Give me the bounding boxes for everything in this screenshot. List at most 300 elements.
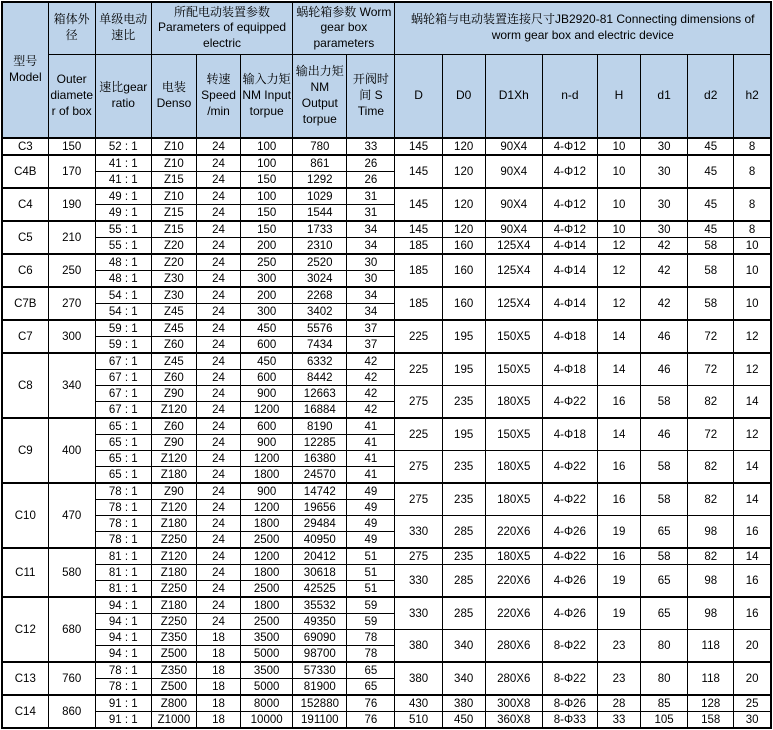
open-time-cell: 33	[347, 138, 395, 155]
denso-cell: Z20	[151, 238, 196, 255]
denso-cell: Z250	[151, 581, 196, 598]
input-torque-cell: 1800	[241, 597, 293, 614]
input-torque-cell: 1800	[241, 565, 293, 581]
dim-d0-cell: 235	[442, 451, 485, 484]
outer-diameter-cell: 170	[48, 155, 95, 188]
dim-d-cell: 225	[395, 353, 442, 386]
dim-d2-cell: 58	[688, 287, 734, 320]
dim-h-cell: 23	[597, 630, 640, 663]
open-time-cell: 42	[347, 353, 395, 370]
dim-nd-cell: 4-Φ22	[542, 548, 597, 565]
dim-d1xh-cell: 300X8	[485, 695, 542, 712]
dim-d2-cell: 118	[688, 662, 734, 695]
input-torque-cell: 2500	[241, 532, 293, 549]
dim-h-cell: 12	[597, 254, 640, 287]
header-dim-d1xh: D1Xh	[485, 54, 542, 138]
dim-d-cell: 430	[395, 695, 442, 712]
denso-cell: Z120	[151, 402, 196, 419]
table-row	[2, 155, 771, 172]
gear-ratio-cell: 65 : 1	[95, 467, 151, 484]
speed-cell: 18	[196, 712, 240, 729]
denso-cell: Z350	[151, 662, 196, 679]
output-torque-cell: 30618	[293, 565, 347, 581]
speed-cell: 24	[196, 418, 240, 435]
open-time-cell: 49	[347, 532, 395, 549]
dim-nd-cell: 4-Φ12	[542, 221, 597, 238]
dim-d1-cell: 42	[641, 287, 688, 320]
gear-ratio-cell: 41 : 1	[95, 172, 151, 189]
output-torque-cell: 24570	[293, 467, 347, 484]
header-outer-diameter-en: Outer diameter of box	[48, 54, 95, 138]
output-torque-cell: 81900	[293, 679, 347, 696]
speed-cell: 24	[196, 205, 240, 222]
dim-h2-cell: 14	[734, 386, 771, 419]
table-row	[2, 238, 771, 255]
output-torque-cell: 6332	[293, 353, 347, 370]
speed-cell: 24	[196, 581, 240, 598]
dim-d0-cell: 235	[442, 548, 485, 565]
dim-d1xh-cell: 90X4	[485, 188, 542, 221]
dim-d2-cell: 158	[688, 712, 734, 729]
dim-d1xh-cell: 280X6	[485, 630, 542, 663]
dim-nd-cell: 4-Φ18	[542, 353, 597, 386]
open-time-cell: 51	[347, 548, 395, 565]
dim-d1xh-cell: 220X6	[485, 597, 542, 630]
input-torque-cell: 150	[241, 172, 293, 189]
model-cell: C6	[2, 254, 48, 287]
dim-d1xh-cell: 220X6	[485, 565, 542, 598]
open-time-cell: 42	[347, 386, 395, 402]
denso-cell: Z1000	[151, 712, 196, 729]
denso-cell: Z10	[151, 155, 196, 172]
dim-h-cell: 19	[597, 597, 640, 630]
denso-cell: Z20	[151, 254, 196, 271]
dim-nd-cell: 4-Φ12	[542, 138, 597, 155]
dim-d2-cell: 45	[688, 138, 734, 155]
denso-cell: Z60	[151, 418, 196, 435]
dim-d1xh-cell: 125X4	[485, 238, 542, 255]
header-open-time: 开阀时间 S Time	[347, 54, 395, 138]
speed-cell: 24	[196, 320, 240, 337]
output-torque-cell: 49350	[293, 614, 347, 630]
table-row	[2, 630, 771, 646]
dim-d-cell: 145	[395, 221, 442, 238]
header-dim-d1: d1	[641, 54, 688, 138]
input-torque-cell: 250	[241, 254, 293, 271]
outer-diameter-cell: 340	[48, 353, 95, 418]
dim-d0-cell: 160	[442, 254, 485, 287]
table-row	[2, 483, 771, 500]
dim-d-cell: 145	[395, 138, 442, 155]
open-time-cell: 34	[347, 221, 395, 238]
dim-d-cell: 225	[395, 320, 442, 353]
dim-d-cell: 275	[395, 483, 442, 516]
open-time-cell: 49	[347, 483, 395, 500]
open-time-cell: 65	[347, 662, 395, 679]
table-row	[2, 221, 771, 238]
speed-cell: 24	[196, 304, 240, 321]
speed-cell: 24	[196, 435, 240, 451]
gear-ratio-cell: 52 : 1	[95, 138, 151, 155]
dim-d2-cell: 45	[688, 188, 734, 221]
dim-d0-cell: 160	[442, 287, 485, 320]
header-denso: 电装 Denso	[151, 54, 196, 138]
table-row	[2, 287, 771, 304]
input-torque-cell: 900	[241, 386, 293, 402]
dim-d2-cell: 45	[688, 155, 734, 188]
denso-cell: Z250	[151, 532, 196, 549]
input-torque-cell: 200	[241, 238, 293, 255]
open-time-cell: 76	[347, 695, 395, 712]
dim-d1xh-cell: 90X4	[485, 155, 542, 188]
table-row	[2, 386, 771, 402]
open-time-cell: 49	[347, 500, 395, 516]
header-output-torque: 输出力矩 NM Output torpue	[293, 54, 347, 138]
dim-d-cell: 275	[395, 451, 442, 484]
table-row	[2, 353, 771, 370]
open-time-cell: 49	[347, 516, 395, 532]
output-torque-cell: 5576	[293, 320, 347, 337]
header-group-worm-params: 蜗轮箱参数 Worm gear box parameters	[293, 2, 395, 54]
dim-d0-cell: 235	[442, 386, 485, 419]
open-time-cell: 41	[347, 451, 395, 467]
dim-d1-cell: 80	[641, 662, 688, 695]
dim-d1xh-cell: 125X4	[485, 287, 542, 320]
dim-d0-cell: 340	[442, 662, 485, 695]
table-row	[2, 565, 771, 581]
dim-d2-cell: 58	[688, 238, 734, 255]
input-torque-cell: 900	[241, 483, 293, 500]
dim-d2-cell: 82	[688, 548, 734, 565]
denso-cell: Z500	[151, 679, 196, 696]
dim-d0-cell: 195	[442, 353, 485, 386]
output-torque-cell: 780	[293, 138, 347, 155]
speed-cell: 24	[196, 337, 240, 354]
dim-d-cell: 145	[395, 188, 442, 221]
dim-d1-cell: 58	[641, 386, 688, 419]
dim-h-cell: 16	[597, 386, 640, 419]
dim-d2-cell: 72	[688, 418, 734, 451]
open-time-cell: 59	[347, 614, 395, 630]
header-speed: 转速 Speed /min	[196, 54, 240, 138]
dim-d1xh-cell: 90X4	[485, 138, 542, 155]
gear-ratio-cell: 81 : 1	[95, 565, 151, 581]
dim-d-cell: 330	[395, 597, 442, 630]
open-time-cell: 42	[347, 370, 395, 386]
open-time-cell: 76	[347, 712, 395, 729]
model-cell: C12	[2, 597, 48, 662]
dim-nd-cell: 4-Φ18	[542, 418, 597, 451]
outer-diameter-cell: 580	[48, 548, 95, 597]
speed-cell: 24	[196, 271, 240, 288]
denso-cell: Z500	[151, 646, 196, 663]
dim-nd-cell: 4-Φ26	[542, 597, 597, 630]
dim-d0-cell: 120	[442, 221, 485, 238]
speed-cell: 24	[196, 483, 240, 500]
gear-ratio-cell: 65 : 1	[95, 451, 151, 467]
table-row	[2, 597, 771, 614]
input-torque-cell: 100	[241, 188, 293, 205]
speed-cell: 24	[196, 386, 240, 402]
output-torque-cell: 7434	[293, 337, 347, 354]
dim-nd-cell: 8-Φ22	[542, 630, 597, 663]
gear-ratio-cell: 54 : 1	[95, 287, 151, 304]
outer-diameter-cell: 470	[48, 483, 95, 548]
header-dim-d2: d2	[688, 54, 734, 138]
dim-d2-cell: 98	[688, 516, 734, 549]
speed-cell: 24	[196, 500, 240, 516]
dim-h2-cell: 25	[734, 695, 771, 712]
output-torque-cell: 8442	[293, 370, 347, 386]
dim-h-cell: 28	[597, 695, 640, 712]
gear-ratio-cell: 94 : 1	[95, 646, 151, 663]
open-time-cell: 42	[347, 402, 395, 419]
dim-nd-cell: 8-Φ33	[542, 712, 597, 729]
table-row	[2, 320, 771, 337]
denso-cell: Z90	[151, 386, 196, 402]
output-torque-cell: 1029	[293, 188, 347, 205]
gear-ratio-cell: 65 : 1	[95, 418, 151, 435]
denso-cell: Z30	[151, 287, 196, 304]
open-time-cell: 26	[347, 172, 395, 189]
outer-diameter-cell: 300	[48, 320, 95, 353]
open-time-cell: 41	[347, 418, 395, 435]
model-cell: C10	[2, 483, 48, 548]
outer-diameter-cell: 250	[48, 254, 95, 287]
denso-cell: Z90	[151, 435, 196, 451]
dim-d2-cell: 118	[688, 630, 734, 663]
model-cell: C3	[2, 138, 48, 155]
speed-cell: 24	[196, 565, 240, 581]
header-group-row	[2, 2, 771, 54]
dim-d0-cell: 120	[442, 155, 485, 188]
dim-h2-cell: 10	[734, 254, 771, 287]
gear-ratio-cell: 55 : 1	[95, 221, 151, 238]
header-group-connecting-dims: 蜗轮箱与电动装置连接尺寸JB2920-81 Connecting dimensions of worm gear box and electric device	[395, 2, 771, 54]
dim-h-cell: 33	[597, 712, 640, 729]
gear-ratio-cell: 65 : 1	[95, 435, 151, 451]
model-cell: C5	[2, 221, 48, 254]
gear-ratio-cell: 81 : 1	[95, 548, 151, 565]
output-torque-cell: 2310	[293, 238, 347, 255]
dim-d-cell: 225	[395, 418, 442, 451]
input-torque-cell: 100	[241, 155, 293, 172]
speed-cell: 24	[196, 451, 240, 467]
open-time-cell: 51	[347, 581, 395, 598]
speed-cell: 24	[196, 221, 240, 238]
input-torque-cell: 1800	[241, 516, 293, 532]
denso-cell: Z45	[151, 320, 196, 337]
open-time-cell: 41	[347, 435, 395, 451]
output-torque-cell: 1292	[293, 172, 347, 189]
outer-diameter-cell: 760	[48, 662, 95, 695]
model-cell: C4	[2, 188, 48, 221]
output-torque-cell: 191100	[293, 712, 347, 729]
header-outer-diameter-cn: 箱体外径	[48, 2, 95, 54]
outer-diameter-cell: 400	[48, 418, 95, 483]
dim-nd-cell: 4-Φ26	[542, 516, 597, 549]
dim-d1xh-cell: 150X5	[485, 353, 542, 386]
model-cell: C7B	[2, 287, 48, 320]
input-torque-cell: 1200	[241, 500, 293, 516]
output-torque-cell: 8190	[293, 418, 347, 435]
dim-d1xh-cell: 360X8	[485, 712, 542, 729]
header-dim-d0: D0	[442, 54, 485, 138]
output-torque-cell: 42525	[293, 581, 347, 598]
model-cell: C8	[2, 353, 48, 418]
dim-d2-cell: 72	[688, 353, 734, 386]
output-torque-cell: 57330	[293, 662, 347, 679]
dim-h-cell: 10	[597, 221, 640, 238]
input-torque-cell: 200	[241, 287, 293, 304]
open-time-cell: 31	[347, 188, 395, 205]
input-torque-cell: 8000	[241, 695, 293, 712]
gear-ratio-cell: 78 : 1	[95, 662, 151, 679]
dim-d1-cell: 46	[641, 418, 688, 451]
open-time-cell: 51	[347, 565, 395, 581]
gear-ratio-cell: 41 : 1	[95, 155, 151, 172]
denso-cell: Z120	[151, 500, 196, 516]
dim-d0-cell: 160	[442, 238, 485, 255]
table-row	[2, 548, 771, 565]
dim-d1-cell: 80	[641, 630, 688, 663]
open-time-cell: 34	[347, 304, 395, 321]
speed-cell: 24	[196, 402, 240, 419]
output-torque-cell: 69090	[293, 630, 347, 646]
gear-ratio-cell: 78 : 1	[95, 516, 151, 532]
gear-ratio-cell: 67 : 1	[95, 386, 151, 402]
output-torque-cell: 98700	[293, 646, 347, 663]
open-time-cell: 37	[347, 337, 395, 354]
gear-ratio-cell: 94 : 1	[95, 630, 151, 646]
dim-d1-cell: 58	[641, 483, 688, 516]
dim-nd-cell: 8-Φ26	[542, 695, 597, 712]
dim-nd-cell: 4-Φ22	[542, 483, 597, 516]
input-torque-cell: 1200	[241, 548, 293, 565]
gear-ratio-cell: 67 : 1	[95, 402, 151, 419]
model-cell: C13	[2, 662, 48, 695]
denso-cell: Z250	[151, 614, 196, 630]
spec-table	[1, 1, 772, 729]
input-torque-cell: 3500	[241, 630, 293, 646]
dim-d0-cell: 285	[442, 597, 485, 630]
output-torque-cell: 20412	[293, 548, 347, 565]
model-cell: C11	[2, 548, 48, 597]
dim-d-cell: 330	[395, 565, 442, 598]
speed-cell: 18	[196, 679, 240, 696]
dim-d0-cell: 120	[442, 138, 485, 155]
dim-h-cell: 12	[597, 238, 640, 255]
gear-ratio-cell: 78 : 1	[95, 483, 151, 500]
input-torque-cell: 3500	[241, 662, 293, 679]
gear-ratio-cell: 91 : 1	[95, 712, 151, 729]
header-gear-ratio-cn: 单级电动速比	[95, 2, 151, 54]
open-time-cell: 37	[347, 320, 395, 337]
gear-ratio-cell: 54 : 1	[95, 304, 151, 321]
table-row	[2, 662, 771, 679]
denso-cell: Z180	[151, 467, 196, 484]
dim-h2-cell: 8	[734, 188, 771, 221]
header-dim-nd: n-d	[542, 54, 597, 138]
gear-ratio-cell: 78 : 1	[95, 532, 151, 549]
open-time-cell: 65	[347, 679, 395, 696]
dim-d1-cell: 42	[641, 238, 688, 255]
table-row	[2, 418, 771, 435]
dim-h2-cell: 16	[734, 565, 771, 598]
dim-d0-cell: 380	[442, 695, 485, 712]
input-torque-cell: 600	[241, 337, 293, 354]
input-torque-cell: 1200	[241, 451, 293, 467]
table-row	[2, 188, 771, 205]
table-row	[2, 712, 771, 729]
dim-nd-cell: 4-Φ14	[542, 238, 597, 255]
dim-d1xh-cell: 280X6	[485, 662, 542, 695]
dim-d1-cell: 65	[641, 516, 688, 549]
table-header	[2, 2, 771, 138]
open-time-cell: 34	[347, 238, 395, 255]
dim-d2-cell: 98	[688, 565, 734, 598]
gear-ratio-cell: 94 : 1	[95, 597, 151, 614]
output-torque-cell: 2268	[293, 287, 347, 304]
dim-h2-cell: 12	[734, 320, 771, 353]
dim-d2-cell: 82	[688, 451, 734, 484]
outer-diameter-cell: 150	[48, 138, 95, 155]
dim-h-cell: 14	[597, 320, 640, 353]
dim-d1-cell: 30	[641, 155, 688, 188]
output-torque-cell: 19656	[293, 500, 347, 516]
input-torque-cell: 1200	[241, 402, 293, 419]
dim-h2-cell: 12	[734, 418, 771, 451]
dim-d-cell: 330	[395, 516, 442, 549]
dim-d-cell: 185	[395, 238, 442, 255]
model-cell: C7	[2, 320, 48, 353]
denso-cell: Z15	[151, 205, 196, 222]
denso-cell: Z60	[151, 337, 196, 354]
output-torque-cell: 2520	[293, 254, 347, 271]
dim-d1xh-cell: 180X5	[485, 483, 542, 516]
denso-cell: Z45	[151, 304, 196, 321]
dim-d-cell: 380	[395, 662, 442, 695]
dim-h2-cell: 14	[734, 548, 771, 565]
dim-d2-cell: 72	[688, 320, 734, 353]
input-torque-cell: 1800	[241, 467, 293, 484]
dim-nd-cell: 4-Φ22	[542, 386, 597, 419]
dim-h2-cell: 20	[734, 630, 771, 663]
dim-d2-cell: 82	[688, 386, 734, 419]
denso-cell: Z45	[151, 353, 196, 370]
open-time-cell: 78	[347, 630, 395, 646]
denso-cell: Z180	[151, 516, 196, 532]
dim-d1xh-cell: 180X5	[485, 548, 542, 565]
dim-d1-cell: 65	[641, 597, 688, 630]
dim-d0-cell: 195	[442, 320, 485, 353]
dim-h-cell: 12	[597, 287, 640, 320]
dim-h2-cell: 20	[734, 662, 771, 695]
dim-d1xh-cell: 180X5	[485, 451, 542, 484]
output-torque-cell: 152880	[293, 695, 347, 712]
dim-d1xh-cell: 180X5	[485, 386, 542, 419]
dim-d1-cell: 85	[641, 695, 688, 712]
gear-ratio-cell: 48 : 1	[95, 271, 151, 288]
dim-h2-cell: 16	[734, 516, 771, 549]
speed-cell: 24	[196, 188, 240, 205]
dim-d1-cell: 42	[641, 254, 688, 287]
denso-cell: Z90	[151, 483, 196, 500]
gear-ratio-cell: 59 : 1	[95, 337, 151, 354]
dim-d0-cell: 450	[442, 712, 485, 729]
open-time-cell: 30	[347, 271, 395, 288]
dim-d1-cell: 105	[641, 712, 688, 729]
